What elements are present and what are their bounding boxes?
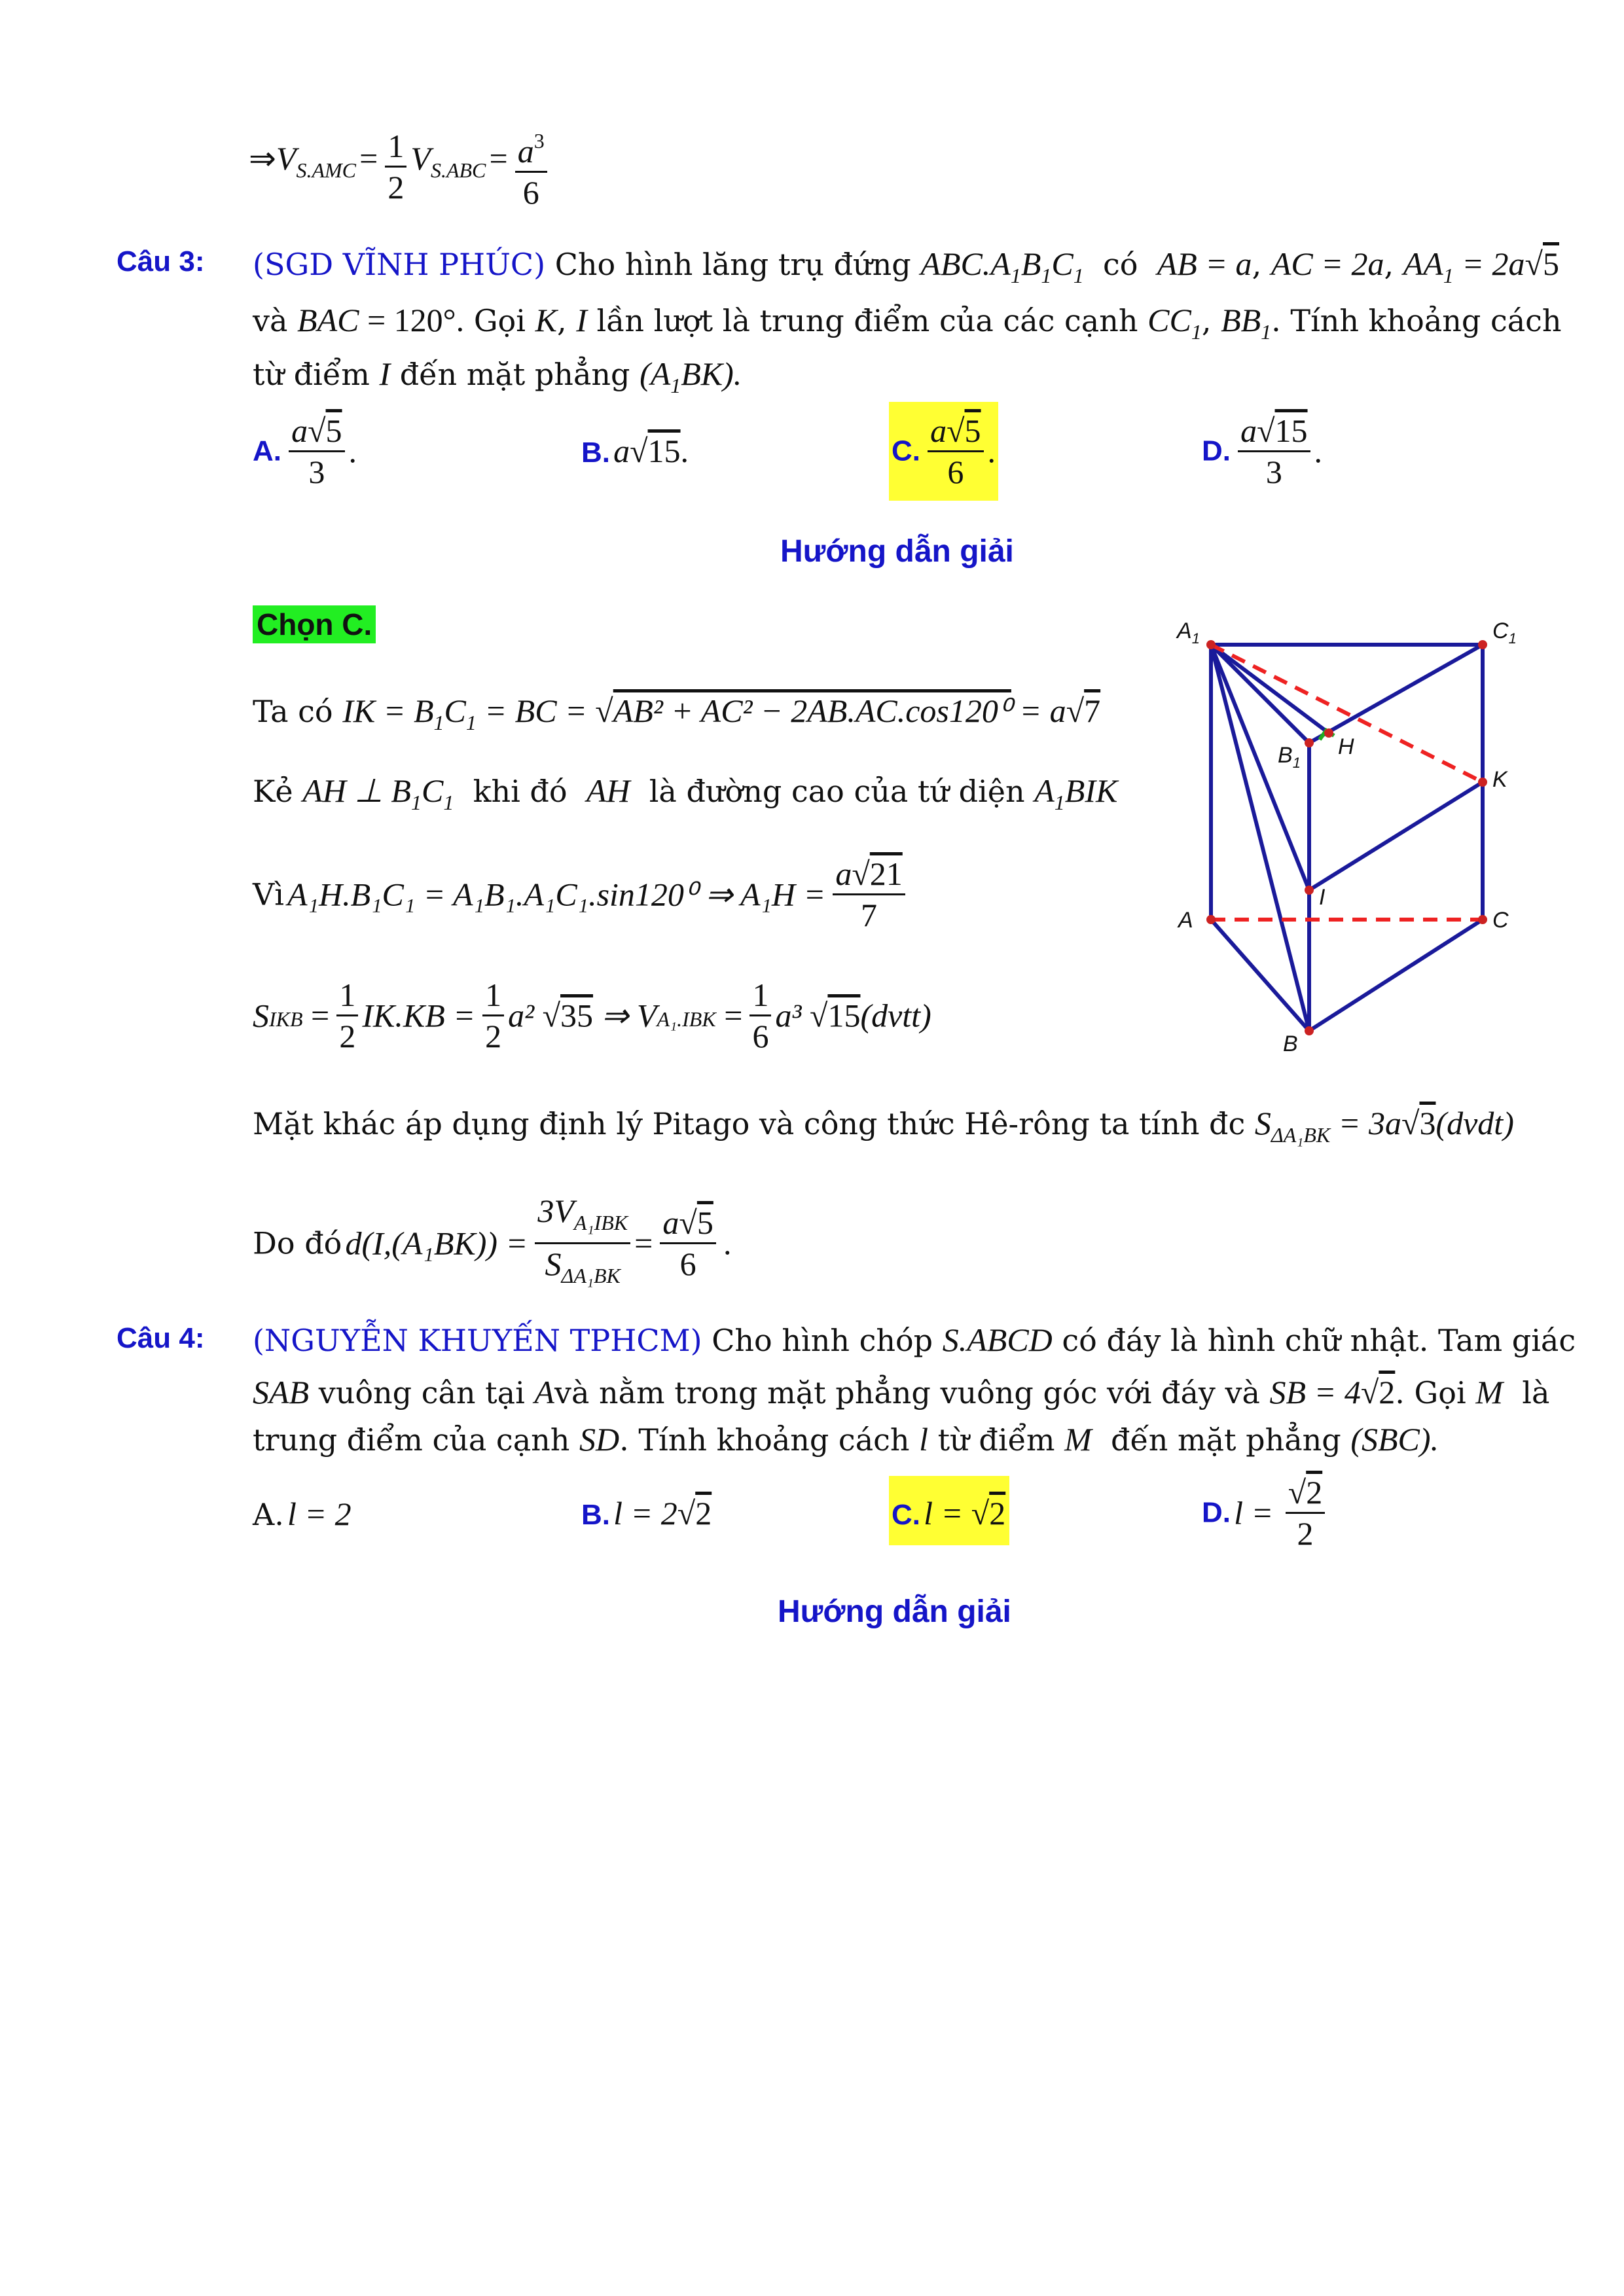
top-formula: ⇒VS.AMC = $\frac{1}{2}$ VS.ABC = $\frac{a^3}{6}$ <box>249 121 551 212</box>
point-c <box>1478 915 1487 924</box>
point-h <box>1324 728 1333 738</box>
q4-guide-heading: Hướng dẫn giải <box>778 1594 1011 1629</box>
label-b1: $B_1$ <box>1278 743 1301 771</box>
q3-guide-heading: Hướng dẫn giải <box>780 534 1014 569</box>
q3-option-a[interactable]: A. $\frac{a√5}{3}$ . <box>253 412 357 490</box>
label-c: C <box>1492 908 1509 933</box>
point-b <box>1305 1026 1314 1035</box>
sol-line-5: Mặt khác áp dụng định lý Pitago và công thức Hê-rông ta tính đc $S_{\Delta A_1BK}$ = 3a√3(dvdt) <box>253 1105 1514 1147</box>
q4-line-3: trung điểm của cạnh SD. Tính khoảng cách l từ điểm M đến mặt phẳng (SBC). <box>253 1421 1439 1458</box>
q3-source: (SGD VĨNH PHÚC) <box>253 247 546 282</box>
fraction-half: $\frac{1}{2}$ <box>385 126 406 207</box>
q4-line-1: (NGUYỄN KHUYẾN TPHCM) Cho hình chóp S.ABCD có đáy là hình chữ nhật. Tam giác <box>253 1321 1576 1358</box>
sol-line-6: Do đó d(I,(A₁BK)) = $\frac{3V_{A_1IBK}}{S_{\Delta A_1BK}}$ = $\frac{a√5}{6}$ . <box>253 1193 732 1287</box>
point-a <box>1206 915 1216 924</box>
label-k: K <box>1492 767 1507 792</box>
q3-line-1: (SGD VĨNH PHÚC) Cho hình lăng trụ đứng $ABC.A_1B_1C_1$ có AB = a, AC = 2a, $AA_1 = 2a√5$ <box>253 245 1559 287</box>
edge-i-k <box>1309 782 1483 890</box>
q4-option-a[interactable]: A. l = 2 <box>253 1496 352 1532</box>
label-a1: $A_1$ <box>1177 619 1200 647</box>
question-3-label: Câu 3: <box>117 245 205 278</box>
q3-line-2: và BAC = 120°. Gọi K, I lần lượt là trung điểm của các cạnh $CC_1$, $BB_1$. Tính khoảng cách <box>253 302 1562 344</box>
answer-badge: Chọn C. <box>253 605 376 643</box>
q3-line-3: từ điểm I đến mặt phẳng $(A_1BK)$. <box>253 355 742 397</box>
prism-figure <box>1165 609 1532 1054</box>
sol-line-2: Kẻ AH ⊥ $B_1C_1$ khi đó AH là đường cao của tứ diện $A_1BIK$ <box>253 772 1118 814</box>
edge-a1-b1 <box>1211 645 1309 743</box>
point-c1 <box>1478 640 1487 649</box>
point-b1 <box>1305 738 1314 747</box>
point-k <box>1478 778 1487 787</box>
q3-option-b[interactable]: B. a√15. <box>581 433 689 469</box>
sol-line-3: Vì A₁H.B₁C₁ = A₁B₁.A₁C₁.sin120⁰ ⇒ A₁H = $\frac{a√21}{7}$ <box>253 854 909 935</box>
sol-line-1: Ta có IK = $B_1C_1$ = BC = √AB² + AC² − 2AB.AC.cos120⁰ = a√7 <box>253 692 1101 734</box>
q4-line-2: SAB vuông cân tại Avà nằm trong mặt phẳng vuông góc với đáy và SB = 4√2. Gọi M là <box>253 1374 1550 1410</box>
point-a1 <box>1206 640 1216 649</box>
dash-a1-k <box>1211 645 1483 782</box>
q4-option-d[interactable]: D. l = $\frac{√2}{2}$ <box>1202 1473 1329 1553</box>
q4-option-b[interactable]: B. l = 2√2 <box>581 1495 712 1532</box>
label-b: B <box>1283 1031 1298 1054</box>
label-a: A <box>1178 908 1193 933</box>
label-c1: $C_1$ <box>1492 619 1517 647</box>
q3-option-c[interactable]: C. $\frac{a√5}{6}$ . <box>889 402 998 501</box>
figure-lines <box>1211 645 1483 1031</box>
label-i: I <box>1319 885 1326 910</box>
question-4-label: Câu 4: <box>117 1322 205 1354</box>
edge-b-c <box>1309 920 1483 1031</box>
sol-line-4: SIKB = $\frac{1}{2}$ IK.KB = $\frac{1}{2}$ a² √35 ⇒ VA₁.IBK = $\frac{1}{6}$ a³ √15(dvtt) <box>253 977 931 1054</box>
q3-option-d[interactable]: D. $\frac{a√15}{3}$ . <box>1202 412 1323 490</box>
edge-b1-c1 <box>1309 645 1483 743</box>
label-h: H <box>1338 734 1354 759</box>
figure-points <box>1206 640 1487 1035</box>
prism-name: $ABC.A_1B_1C_1$ <box>920 245 1084 287</box>
q4-option-c[interactable]: C. l = √2 <box>889 1476 1009 1545</box>
fraction-result: $\frac{a^3}{6}$ <box>515 121 547 212</box>
point-i <box>1305 886 1314 895</box>
